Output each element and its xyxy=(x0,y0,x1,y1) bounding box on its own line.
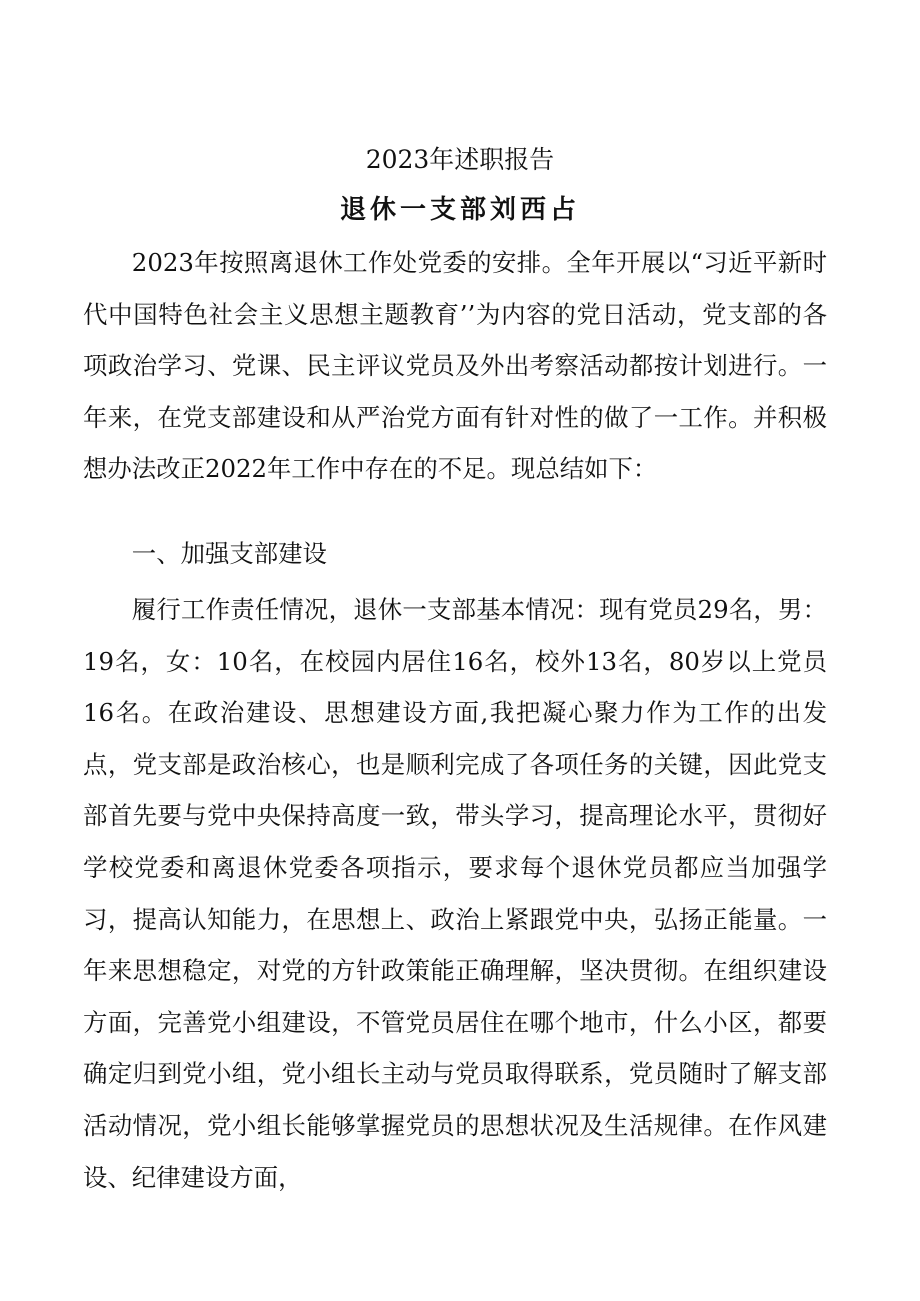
paragraph-intro: 2023年按照离退休工作处党委的安排。全年开展以“习近平新时代中国特色社会主义思想主题教育’’为内容的党日活动，党支部的各项政治学习、党课、民主评议党员及外出考察活动都按计划进行。一年来，在党支部建设和从严治党方面有针对性的做了一工作。并积极想办法改正2022年工作中存在的不足。现总结如下： xyxy=(83,248,827,484)
section-heading: 一、加强支部建设 xyxy=(131,539,327,568)
document-title: 2023年述职报告 xyxy=(365,145,555,174)
document-subtitle: 退休一支部刘西占 xyxy=(339,195,580,225)
paragraph-branch-construction: 履行工作责任情况，退休一支部基本情况：现有党员29名，男：19名，女：10名，在校园内居住16名，校外13名，80岁以上党员16名。在政治建设、思想建设方面,我把凝心聚力作为工作的出发点，党支部是政治核心，也是顺利完成了各项任务的关键，因此党支部首先要与党中央保持高度一致，带头学习，提高理论水平，贯彻好学校党委和离退休党委各项指示，要求每个退休党员都应当加强学习，提高认知能力，在思想上、政治上紧跟党中央，弘扬正能量。一年来思想稳定，对党的方针政策能正确理解，坚决贯彻。在组织建设方面，完善党小组建设，不管党员居住在哪个地市，什么小区，都要确定归到党小组，党小组长主动与党员取得联系，党员随时了解支部活动情况，党小组长能够掌握党员的思想状况及生活规律。在作风建设、纪律建设方面， xyxy=(83,595,827,1192)
